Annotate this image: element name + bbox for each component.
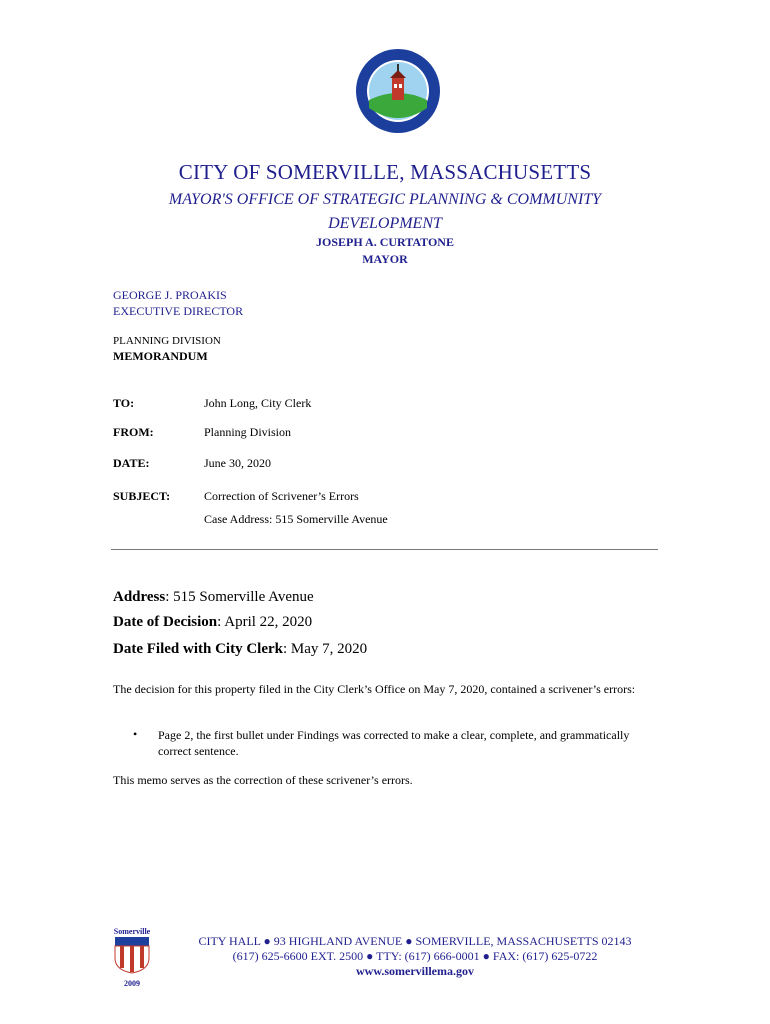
- address-line: [113, 589, 314, 606]
- to-value: John Long, City Clerk: [204, 396, 312, 410]
- division-name: PLANNING DIVISION: [113, 335, 221, 347]
- address-value: : 515 Somerville Avenue: [165, 589, 314, 605]
- divider-rule: [111, 549, 658, 550]
- closing-paragraph: This memo serves as the correction of these scrivener’s errors.: [113, 773, 413, 787]
- decision-date-label: Date of Decision: [113, 614, 218, 630]
- footer-phone: (617) 625-6600 EXT. 2500 ● TTY: (617) 666-0001 ● FAX: (617) 625-0722: [232, 949, 598, 963]
- filed-date-value: : May 7, 2020: [282, 641, 368, 657]
- case-address: Case Address: 515 Somerville Avenue: [204, 512, 388, 526]
- address-label: Address: [113, 589, 166, 605]
- mayor-name: JOSEPH A. CURTATONE: [316, 235, 454, 249]
- city-seal-icon: [355, 48, 441, 134]
- filed-date-line: [113, 641, 367, 658]
- footer-website[interactable]: www.somervillema.gov: [356, 964, 474, 978]
- all-america-city-logo-icon: [112, 927, 152, 987]
- director-title: EXECUTIVE DIRECTOR: [113, 304, 244, 318]
- bullet-item: Page 2, the first bullet under Findings was corrected to make a clear, complete, and grammatically correct sentence.: [158, 728, 630, 758]
- to-label: TO:: [113, 396, 135, 410]
- from-value: Planning Division: [204, 425, 292, 439]
- memo-subject-row: [113, 489, 359, 504]
- shield-icon: [112, 936, 152, 974]
- memo-to-row: [113, 396, 311, 411]
- director-name: GEORGE J. PROAKIS: [113, 288, 227, 302]
- office-name-line2: DEVELOPMENT: [328, 215, 442, 232]
- logo-top-text: Somerville: [113, 927, 151, 936]
- office-name-line1: MAYOR'S OFFICE OF STRATEGIC PLANNING & COMMUNITY: [168, 191, 602, 208]
- mayor-title: MAYOR: [362, 252, 408, 266]
- bullet-icon: •: [133, 727, 138, 741]
- subject-label: SUBJECT:: [113, 489, 171, 503]
- city-title: CITY OF SOMERVILLE, MASSACHUSETTS: [178, 160, 592, 184]
- director-block: [113, 287, 243, 319]
- memo-label: MEMORANDUM: [113, 349, 208, 363]
- date-value: June 30, 2020: [204, 456, 271, 470]
- office-name: [0, 188, 770, 236]
- memo-from-row: [113, 425, 291, 440]
- decision-date-line: [113, 614, 312, 631]
- decision-date-value: : April 22, 2020: [217, 614, 313, 630]
- date-label: DATE:: [113, 456, 150, 470]
- filed-date-label: Date Filed with City Clerk: [113, 641, 283, 657]
- subject-value: Correction of Scrivener’s Errors: [204, 489, 359, 503]
- memo-date-row: [113, 456, 271, 471]
- division-block: [113, 334, 221, 364]
- from-label: FROM:: [113, 425, 154, 439]
- logo-year: 2009: [124, 979, 140, 988]
- footer-address: CITY HALL ● 93 HIGHLAND AVENUE ● SOMERVILLE, MASSACHUSETTS 02143: [198, 934, 632, 948]
- intro-paragraph: The decision for this property filed in the City Clerk’s Office on May 7, 2020, contained a scrivener’s errors:: [113, 682, 636, 696]
